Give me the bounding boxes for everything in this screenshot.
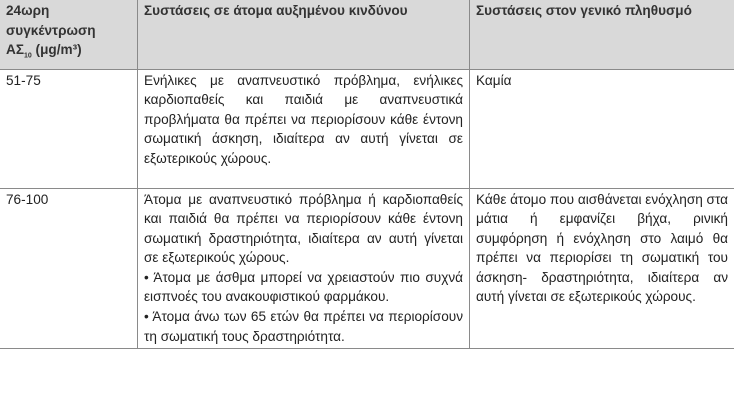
- header-concentration: [0, 0, 138, 69]
- general-cell: [470, 188, 734, 349]
- pm-subscript: 10: [23, 52, 32, 60]
- general-paragraph: Κάθε άτομο που αισθάνεται ενόχληση στα μάτια ή εμφανίζει βήχα, ρινική συμφόρηση ή ενόχληση στο λαιμό θα πρέπει να περιορίσει τη σωματική του άσκηση- δραστηριότητα, ιδιαίτερα αν αυτή γίνεται σε εξωτερικούς χώρους.: [476, 191, 728, 305]
- pm-symbol: ΑΣ: [6, 42, 24, 58]
- range-cell: 76-100: [0, 188, 138, 349]
- table-row: [0, 188, 734, 349]
- risk-cell: [138, 69, 470, 188]
- header-general-population: Συστάσεις στον γενικό πληθυσμό: [470, 0, 734, 69]
- risk-cell: [138, 188, 470, 349]
- general-cell: Καμία: [470, 69, 734, 188]
- unit-label: (μg/m³): [31, 42, 82, 58]
- risk-bullet: • Άτομα άνω των 65 ετών θα πρέπει να περιορίσουν τη σωματική τους δραστηριότητα.: [144, 309, 463, 344]
- risk-paragraph: Άτομα με αναπνευστικό πρόβλημα ή καρδιοπαθείς και παιδιά θα πρέπει να περιορίσουν κάθε έντονη σωματική δραστηριότητα, ιδιαίτερα αν αυτή γίνεται σε εξωτερικούς χώρους.: [144, 191, 463, 266]
- header-row: [0, 0, 734, 69]
- table-row: [0, 69, 734, 188]
- risk-bullet: • Άτομα με άσθμα μπορεί να χρειαστούν πιο συχνά εισπνοές του ανακουφιστικού φαρμάκου.: [144, 269, 463, 305]
- range-cell: 51-75: [0, 69, 138, 188]
- header-risk-groups: Συστάσεις σε άτομα αυξημένου κινδύνου: [138, 0, 470, 69]
- header-concentration-label: 24ωρη συγκέντρωση: [6, 3, 96, 38]
- risk-paragraph: Ενήλικες με αναπνευστικό πρόβλημα, ενήλικες καρδιοπαθείς και παιδιά με αναπνευστικά προβλήματα θα πρέπει να περιορίσουν κάθε έντονη σωματική άσκηση, ιδιαίτερα αν αυτή γίνεται σε εξωτερικούς χώρους.: [144, 72, 463, 166]
